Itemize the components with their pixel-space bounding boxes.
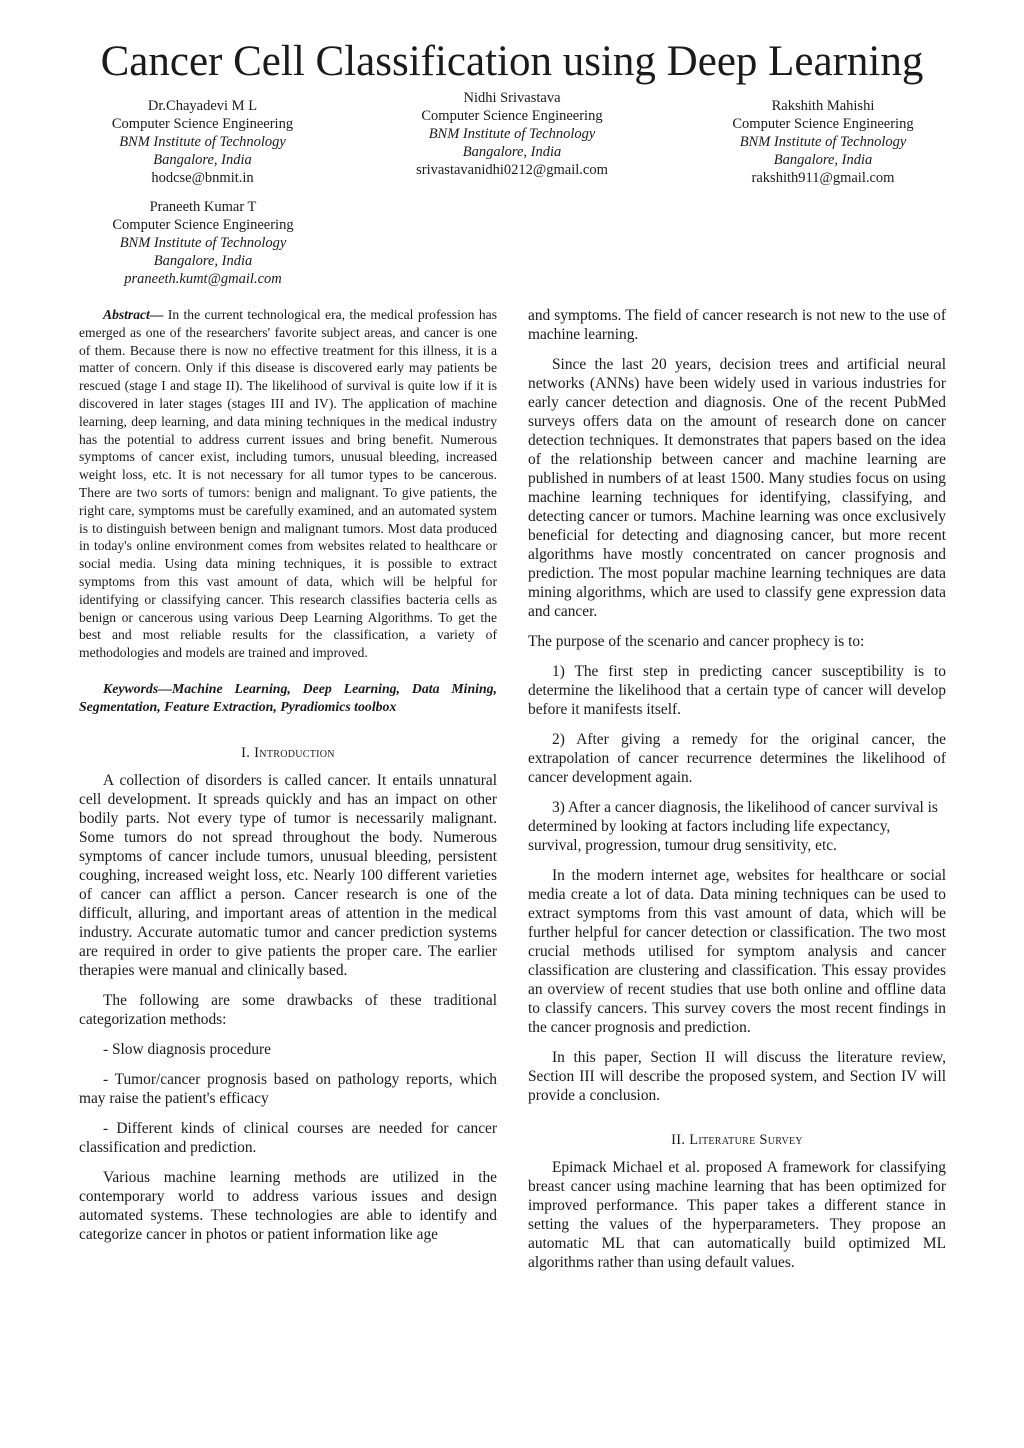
intro-paragraph: Various machine learning methods are utilized in the contemporary world to address various issues and design automated systems. These technologies are able to identify and categorize cancer in photos or patient information like age (79, 1168, 497, 1243)
list-item: - Different kinds of clinical courses are needed for cancer classification and prediction. (79, 1119, 497, 1156)
author-block-2 (400, 89, 624, 179)
list-item: - Tumor/cancer prognosis based on pathology reports, which may raise the patient's efficacy (79, 1070, 497, 1107)
author-email: hodcse@bnmit.in (151, 170, 254, 186)
author-institute: BNM Institute of Technology (739, 134, 907, 150)
intro-paragraph: The following are some drawbacks of these traditional categorization methods: (79, 991, 497, 1028)
body-paragraph: Since the last 20 years, decision trees and artificial neural networks (ANNs) have been widely used in various industries for early cancer detection and diagnosis. One of the recent PubMed surveys offers data on the amount of research done on cancer detection techniques. It demonstrates that papers based on the idea of the relationship between cancer and machine learning are published in numbers of at least 1500. Many studies focus on using machine learning techniques for identifying, classifying, and detecting cancer or tumors. Machine learning was once exclusively beneficial for detecting and diagnosing cancer, but more recent algorithms have mostly concentrated on cancer prognosis and prediction. The most popular machine learning techniques are data mining algorithms, which are used to classify gene expression data and cancer. (528, 356, 946, 620)
paper-title: Cancer Cell Classification using Deep Learning (100, 38, 924, 85)
body-paragraph: and symptoms. The field of cancer research is not new to the use of machine learning. (528, 307, 946, 343)
right-column (528, 306, 946, 1283)
author-dept: Computer Science Engineering (732, 116, 914, 132)
list-item: 2) After giving a remedy for the original cancer, the extrapolation of cancer recurrence determines the likelihood of cancer development again. (528, 731, 946, 786)
abstract (79, 306, 497, 662)
author-name: Dr.Chayadevi M L (147, 98, 258, 114)
author-name: Rakshith Mahishi (771, 98, 875, 114)
section-heading-introduction: I. Introduction (241, 744, 335, 761)
author-location: Bangalore, India (153, 152, 252, 168)
author-dept: Computer Science Engineering (112, 217, 294, 233)
intro-paragraph: A collection of disorders is called cancer. It entails unnatural cell development. It spreads quickly and has an impact on other bodily parts. Not every type of tumor is necessarily malignant. Some tumors do not spread throughout the body. Numerous symptoms of cancer include tumors, unusual bleeding, persistent coughing, increased weight loss, etc. Nearly 100 different varieties of cancer can afflict a person. Cancer research is one of the difficult, alluring, and important areas of attention in the medical industry. Accurate automatic tumor and cancer prediction systems are required in order to give patients the proper care. The earlier therapies were manual and clinically based. (79, 771, 497, 979)
left-column (79, 306, 497, 1255)
list-item: 1) The first step in predicting cancer susceptibility is to determine the likelihood that a certain type of cancer will develop before it manifests itself. (528, 663, 946, 718)
author-email: srivastavanidhi0212@gmail.com (416, 162, 608, 178)
list-item: - Slow diagnosis procedure (103, 1040, 271, 1058)
author-dept: Computer Science Engineering (111, 116, 294, 132)
author-email: rakshith911@gmail.com (751, 170, 895, 186)
author-location: Bangalore, India (462, 144, 562, 160)
body-paragraph: Epimack Michael et al. proposed A framework for classifying breast cancer using machine learning that has been optimized for improved performance. This paper takes a different stance in setting the values of the hyperparameters. They propose an automatic ML that can automatically build optimized ML algorithms rather than using default values. (528, 1159, 946, 1271)
author-institute: BNM Institute of Technology (119, 134, 286, 150)
author-name: Nidhi Srivastava (463, 90, 561, 106)
body-paragraph: The purpose of the scenario and cancer prophecy is to: (528, 633, 865, 650)
author-location: Bangalore, India (153, 253, 253, 269)
keywords: Keywords—Machine Learning, Deep Learning, Data Mining, Segmentation, Feature Extraction, Pyradiomics toolbox (79, 680, 497, 714)
section-heading-literature-survey: II. Literature Survey (671, 1132, 803, 1148)
author-location: Bangalore, India (773, 152, 873, 168)
author-name: Praneeth Kumar T (149, 199, 257, 215)
list-item: 3) After a cancer diagnosis, the likelihood of cancer survival is determined by looking at factors including life expectancy, survival, progression, tumour drug sensitivity, etc. (528, 799, 938, 854)
abstract-text: In the current technological era, the medical profession has emerged as one of the researchers' favorite subject areas, and cancer is one of them. Because there is now no effective treatment for this illness, it is a matter of concern. Only if this disease is discovered early may patients be rescued (stage I and stage II). The likelihood of survival is quite low if it is discovered in later stages (stages III and IV). The application of machine learning, deep learning, and data mining techniques in the medical industry has the potential to address current issues and bring benefit. Numerous symptoms of cancer exist, including tumors, unusual bleeding, increased weight loss, etc. It is not necessary for all tumor types to be cancerous. There are two sorts of tumors: benign and malignant. To give patients, the right care, symptoms must be carefully examined, and an automated system is to distinguish between benign and malignant tumors. Most data produced in today's online environment comes from websites related to healthcare or social media. Using data mining techniques, it is possible to extract symptoms from this vast amount of data, which will be helpful for identifying or classifying cancer. This research classifies bacteria cells as benign or cancerous using various Deep Learning Algorithms. To get the best and most reliable results for the classification, a variety of methodologies and models are trained and improved. (79, 307, 497, 661)
author-dept: Computer Science Engineering (421, 108, 603, 124)
author-institute: BNM Institute of Technology (428, 126, 596, 142)
author-institute: BNM Institute of Technology (119, 235, 287, 251)
author-block-4 (98, 198, 308, 288)
body-paragraph: In the modern internet age, websites for healthcare or social media create a lot of data. Data mining techniques can be used to extract symptoms from this vast amount of data, which will be further helpful for cancer detection or classification. The two most crucial methods utilised for symptom analysis and cancer classification are clustering and classification. This essay provides an overview of recent studies that use both online and offline data to classify cancers. This survey covers the most recent findings in the cancer prognosis and prediction. (528, 867, 946, 1036)
abstract-lead: Abstract— (103, 307, 164, 322)
author-block-1 (100, 97, 305, 187)
author-block-3 (718, 97, 928, 187)
author-email: praneeth.kumt@gmail.com (124, 271, 282, 287)
body-paragraph: In this paper, Section II will discuss the literature review, Section III will describe the proposed system, and Section IV will provide a conclusion. (528, 1049, 946, 1104)
